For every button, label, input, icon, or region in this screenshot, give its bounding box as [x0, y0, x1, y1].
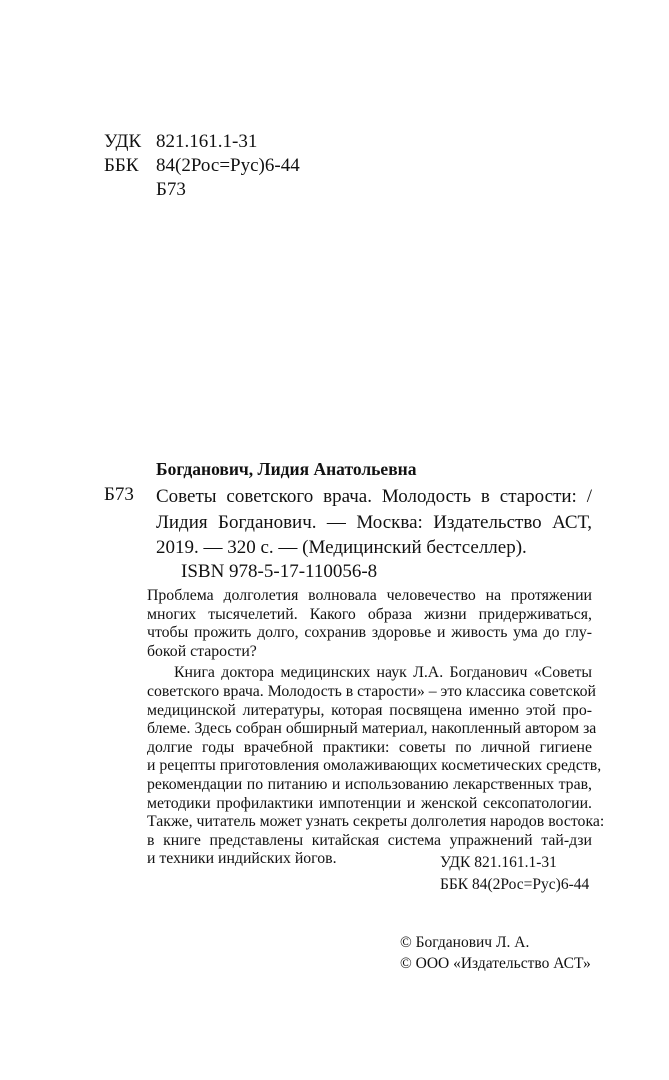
- udk-value: 821.161.1-31: [156, 131, 258, 152]
- bbk-row: [104, 154, 300, 178]
- annotation-line: в книге представлены китайская система упражнений тай-дзи: [147, 831, 592, 849]
- footer-bbk: ББК 84(2Рос=Рус)6-44: [440, 876, 590, 893]
- bibliographic-description: [156, 484, 592, 561]
- author-heading: Богданович, Лидия Анатольевна: [156, 459, 417, 479]
- annotation-line: и техники индийских йогов.: [147, 850, 337, 868]
- annotation-line: рекомендации по питанию и использованию лекарственных трав,: [147, 775, 592, 793]
- annotation-line: блеме. Здесь собран обширный материал, накопленный автором за: [147, 720, 597, 738]
- udk-label: УДК: [104, 131, 142, 152]
- biblio-line: Лидия Богданович. — Москва: Издательство АСТ,: [156, 511, 592, 533]
- annotation-line: многих тысячелетий. Какого образа жизни придерживаться,: [147, 605, 592, 623]
- isbn: ISBN 978-5-17-110056-8: [181, 561, 378, 582]
- biblio-line: Советы советского врача. Молодость в старости: /: [156, 486, 592, 507]
- annotation-line: Проблема долголетия волновала человечество на протяжении: [147, 587, 592, 604]
- annotation-paragraph-2: [147, 664, 605, 869]
- footer-udk: УДК 821.161.1-31: [440, 854, 557, 871]
- annotation-line: долгие годы врачебной практики: советы по личной гигиене: [147, 738, 592, 756]
- author-mark: Б73: [156, 179, 186, 200]
- udk-row: [104, 130, 300, 154]
- biblio-line: 2019. — 320 с. — (Медицинский бестселлер).: [156, 537, 527, 558]
- copyright-author: © Богданович Л. А.: [400, 934, 530, 951]
- footer-classification-codes: [440, 852, 589, 896]
- annotation-line: методики профилактики импотенции и женской сексопатологии.: [147, 794, 592, 812]
- record-side-mark: Б73: [104, 484, 134, 505]
- annotation-line: и рецепты приготовления омолаживающих косметических средств,: [147, 757, 602, 775]
- annotation-line: чтобы прожить долго, сохранив здоровье и живость ума до глу-: [147, 624, 592, 642]
- copyright-publisher: © ООО «Издательство АСТ»: [400, 955, 591, 972]
- annotation-line: бокой старости?: [147, 642, 257, 660]
- classification-codes: [104, 130, 300, 202]
- annotation-line: Также, читатель может узнать секреты долголетия народов востока:: [147, 813, 605, 831]
- copyright-block: [400, 932, 591, 974]
- annotation-line: Книга доктора медицинских наук Л.А. Богданович «Советы: [174, 664, 592, 682]
- annotation: [147, 587, 605, 869]
- bbk-value: 84(2Рос=Рус)6-44: [156, 155, 300, 176]
- bbk-label: ББК: [104, 155, 139, 176]
- annotation-line: медицинской литературы, которая посвящена именно этой про-: [147, 701, 592, 719]
- author-mark-row: [104, 178, 300, 202]
- annotation-line: советского врача. Молодость в старости» – это классика советской: [147, 682, 596, 700]
- annotation-paragraph-1: [147, 587, 592, 661]
